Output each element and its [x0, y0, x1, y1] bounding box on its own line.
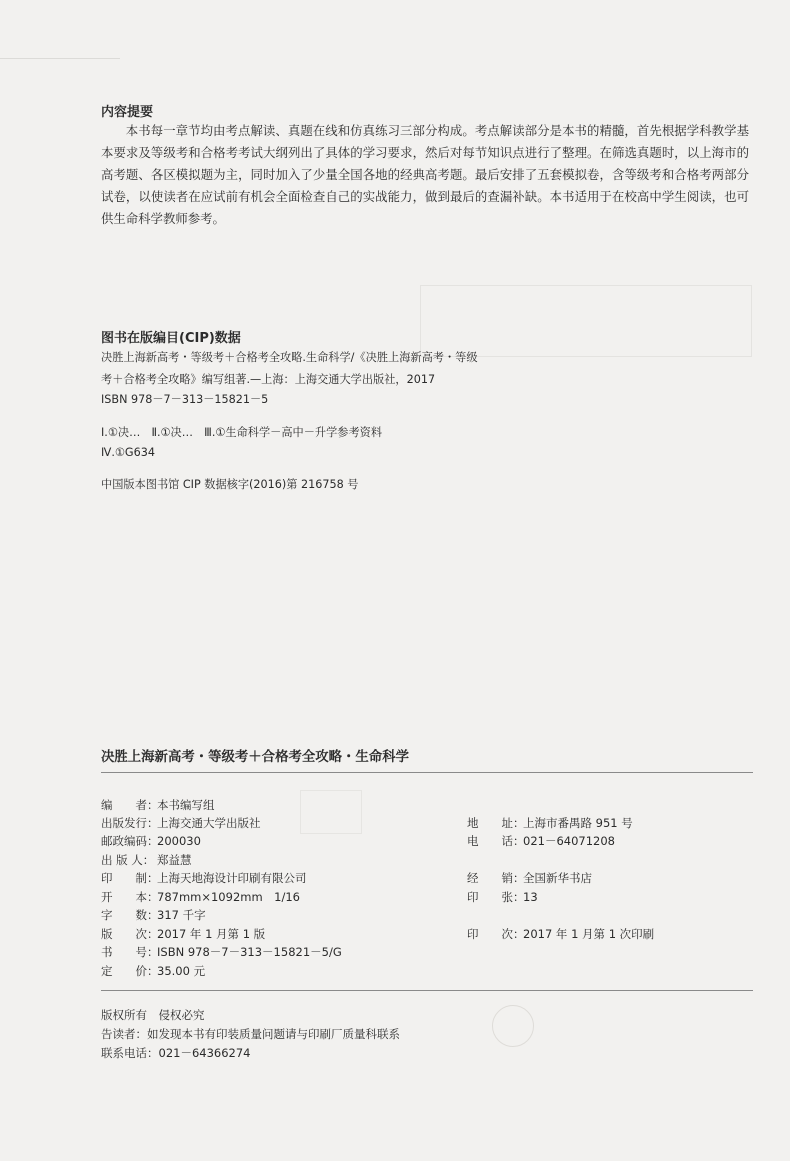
summary-paragraph: 本书每一章节均由考点解读、真题在线和仿真练习三部分构成。考点解读部分是本书的精髓，首先根据学科教学基本要求及等级考和合格考考试大纲列出了具体的学习要求，然后对每节知识点进行了整理。在筛选真题时，以上海市的高考题、各区模拟题为主，同时加入了少量全国各地的经典高考题。最后安排了五套模拟卷，含等级考和合格考两部分试卷，以使读者在应试前有机会全面检查自己的实战能力，做到最后的查漏补缺。本书适用于在校高中学生阅读，也可供生命科学教师参考。 [101, 123, 749, 226]
info-row-word-count: 字 数：317 千字 [101, 908, 206, 922]
info-divider [101, 990, 753, 991]
info-row-sheets: 印 张：13 [467, 890, 538, 904]
summary-heading: 内容提要 [101, 105, 154, 120]
bleed-through-mark [420, 285, 752, 357]
info-row-format: 开 本：787mm×1092mm 1/16 [101, 890, 300, 904]
info-row-price: 定 价：35.00 元 [101, 964, 206, 978]
reader-notice: 告读者：如发现本书有印装质量问题请与印刷厂质量科联系 [101, 1027, 400, 1041]
cip-classification: Ⅰ.①决… Ⅱ.①决… Ⅲ.①生命科学－高中－升学参考资料 [101, 426, 383, 439]
book-title: 决胜上海新高考・等级考＋合格考全攻略・生命科学 [101, 750, 409, 765]
bleed-through-mark [300, 790, 362, 834]
info-row-publisher-person: 出 版 人： 郑益慧 [101, 853, 192, 867]
contact-phone: 联系电话：021－64366274 [101, 1046, 251, 1060]
info-row-printing: 印 次：2017 年 1 月第 1 次印刷 [467, 927, 655, 941]
info-row-distributor: 经 销：全国新华书店 [467, 871, 592, 885]
bleed-through-mark [0, 58, 120, 83]
info-row-postcode: 邮政编码：200030 [101, 834, 201, 848]
info-row-phone: 电 话：021－64071208 [467, 834, 615, 848]
cip-classification: Ⅳ.①G634 [101, 446, 155, 459]
info-row-address: 地 址：上海市番禺路 951 号 [467, 816, 633, 830]
info-row-edition: 版 次：2017 年 1 月第 1 版 [101, 927, 266, 941]
bleed-through-mark [492, 1005, 534, 1047]
cip-heading: 图书在版编目(CIP)数据 [101, 331, 241, 346]
info-row-publisher: 出版发行：上海交通大学出版社 [101, 816, 261, 830]
cip-line: 考＋合格考全攻略》编写组著.—上海：上海交通大学出版社，2017 [101, 373, 436, 386]
title-divider [101, 772, 753, 773]
info-row-printer: 印 制：上海天地海设计印刷有限公司 [101, 871, 307, 885]
cip-isbn: ISBN 978－7－313－15821－5 [101, 393, 269, 406]
copyright-notice: 版权所有 侵权必究 [101, 1008, 205, 1022]
cip-record-number: 中国版本图书馆 CIP 数据核字(2016)第 216758 号 [101, 478, 359, 491]
info-row-editor: 编 者：本书编写组 [101, 798, 215, 812]
info-row-isbn: 书 号：ISBN 978－7－313－15821－5/G [101, 945, 342, 959]
cip-line: 决胜上海新高考・等级考＋合格考全攻略.生命科学/《决胜上海新高考・等级 [101, 351, 478, 364]
